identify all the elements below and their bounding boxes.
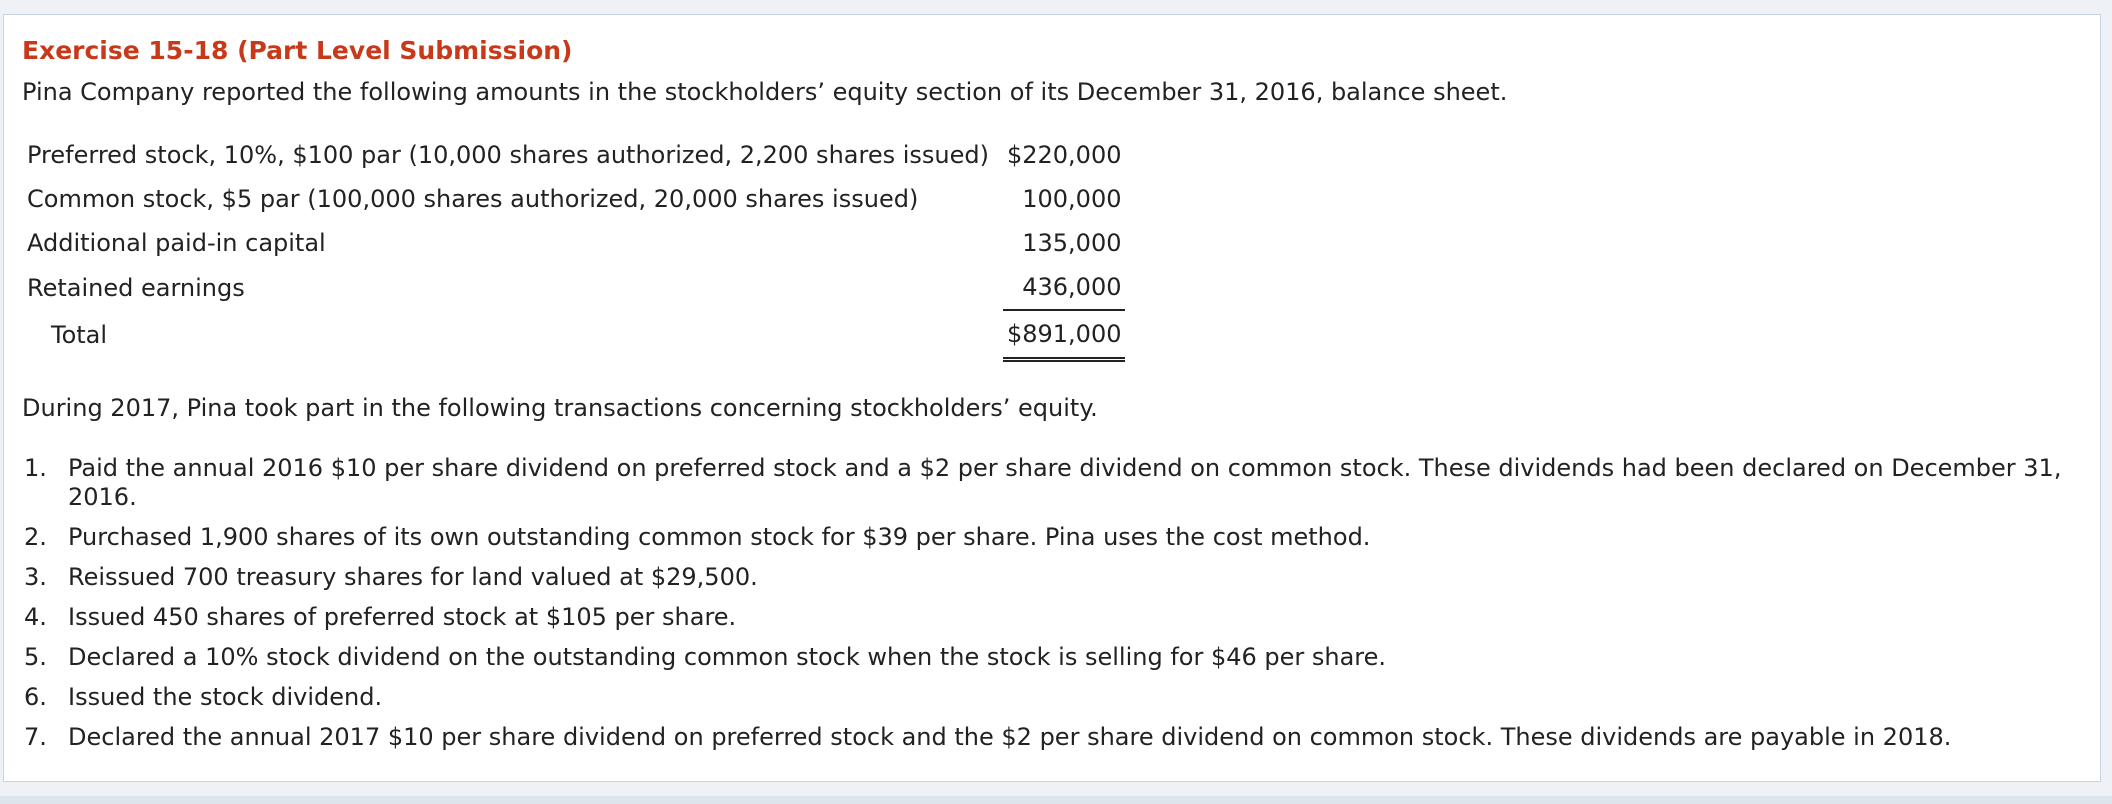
transactions-intro: During 2017, Pina took part in the following transactions concerning stockholders’ equity. <box>22 394 1098 422</box>
item-text: Reissued 700 treasury shares for land valued at $29,500. <box>68 563 758 591</box>
list-item <box>22 523 2082 552</box>
item-number: 6. <box>24 683 47 711</box>
list-item <box>22 723 2082 752</box>
transactions-list <box>22 454 2082 763</box>
item-text: Issued the stock dividend. <box>68 683 383 711</box>
row-label: Retained earnings <box>27 273 245 302</box>
row-amount: 436,000 <box>1003 265 1126 310</box>
total-row <box>23 310 1125 360</box>
stockholders-equity-table <box>23 133 1125 362</box>
bottom-strip <box>0 796 2112 804</box>
item-number: 7. <box>24 723 47 751</box>
item-text: Issued 450 shares of preferred stock at $105 per share. <box>68 603 737 631</box>
row-amount: 100,000 <box>1022 185 1122 213</box>
row-label: Additional paid-in capital <box>27 229 326 257</box>
item-number: 2. <box>24 523 47 551</box>
table-row <box>23 265 1125 310</box>
list-item <box>22 563 2082 592</box>
row-amount: 135,000 <box>1022 229 1122 257</box>
item-number: 1. <box>24 454 47 482</box>
total-label: Total <box>51 320 108 349</box>
row-amount: $220,000 <box>1006 141 1122 169</box>
total-amount: $891,000 <box>1003 310 1126 360</box>
list-item <box>22 454 2082 512</box>
list-item <box>22 683 2082 712</box>
item-number: 5. <box>24 643 47 671</box>
item-text: Declared the annual 2017 $10 per share dividend on preferred stock and the $2 per share dividend on common stock. These dividends are payable in 2018. <box>68 723 1952 751</box>
table-row <box>23 177 1125 221</box>
item-text: Declared a 10% stock dividend on the outstanding common stock when the stock is selling for $46 per share. <box>68 643 1387 671</box>
item-number: 3. <box>24 563 47 591</box>
list-item <box>22 643 2082 672</box>
table-row <box>23 133 1125 177</box>
table-row <box>23 221 1125 265</box>
item-text: Purchased 1,900 shares of its own outstanding common stock for $39 per share. Pina uses the cost method. <box>68 523 1371 551</box>
list-item <box>22 603 2082 632</box>
item-text: Paid the annual 2016 $10 per share dividend on preferred stock and a $2 per share dividend on common stock. These dividends had been declared on December 31, 2016. <box>68 454 2062 511</box>
item-number: 4. <box>24 603 47 631</box>
row-label: Preferred stock, 10%, $100 par (10,000 shares authorized, 2,200 shares issued) <box>27 141 989 169</box>
exercise-title: Exercise 15-18 (Part Level Submission) <box>22 36 573 65</box>
row-label: Common stock, $5 par (100,000 shares authorized, 20,000 shares issued) <box>27 185 919 213</box>
exercise-intro: Pina Company reported the following amounts in the stockholders’ equity section of its December 31, 2016, balance sheet. <box>22 78 1508 106</box>
